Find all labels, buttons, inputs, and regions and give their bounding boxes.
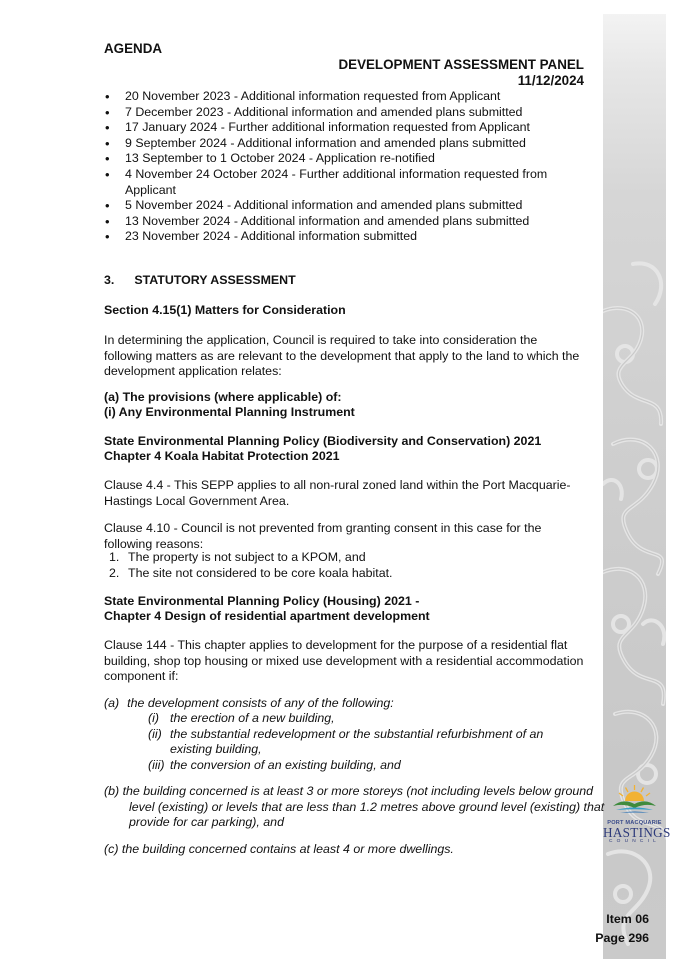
sepp-housing-heading: State Environmental Planning Policy (Housing) 2021 - [104, 594, 420, 608]
section-title: STATUTORY ASSESSMENT [134, 273, 296, 287]
housing-chapter-heading: Chapter 4 Design of residential apartment development [104, 609, 430, 623]
condition-a-label: (a) [104, 696, 120, 710]
clause-4-4: Clause 4.4 - This SEPP applies to all non-rural zoned land within the Port Macquarie-Hastings Local Government Area. [104, 478, 571, 508]
list-item: • 13 November 2024 - Additional information and amended plans submitted [104, 214, 584, 230]
list-number: 2. [109, 565, 120, 580]
clause-144: Clause 144 - This chapter applies to development for the purpose of a residential flat building, shop top housing or mixed use development with a residential accommodation component if: [104, 638, 584, 684]
list-text: the conversion of an existing building, and [170, 757, 401, 772]
page-number: Page 296 [595, 931, 649, 945]
condition-a [104, 696, 584, 712]
logo-text-hastings: HASTINGS [603, 825, 671, 840]
logo-text-port-macquarie: PORT MACQUARIE [607, 820, 662, 826]
clause-4-10: Clause 4.10 - Council is not prevented from granting consent in this case for the following reasons: [104, 521, 542, 551]
section-subheading: Section 4.15(1) Matters for Consideration [104, 303, 346, 317]
timeline-list [104, 89, 584, 245]
list-number: (iii) [148, 757, 165, 772]
list-number: (ii) [148, 726, 162, 741]
panel-title: DEVELOPMENT ASSESSMENT PANEL [338, 57, 584, 72]
intro-paragraph: In determining the application, Council is required to take into consideration the following matters as are relevant to the development that apply to the land to which the development application relates: [104, 333, 580, 379]
section-heading [104, 273, 584, 289]
logo-text-council: COUNCIL [609, 839, 660, 844]
koala-chapter-heading: Chapter 4 Koala Habitat Protection 2021 [104, 449, 340, 463]
list-item [148, 711, 584, 727]
list-item: • 13 September to 1 October 2024 - Application re-notified [104, 151, 584, 167]
list-item [104, 550, 584, 566]
list-text: the erection of a new building, [170, 711, 335, 725]
list-item: • 5 November 2024 - Additional information and amended plans submitted [104, 198, 584, 214]
condition-c: (c) the building concerned contains at least 4 or more dwellings. [104, 842, 454, 856]
list-text: The site not considered to be core koala habitat. [128, 565, 393, 580]
item-number: Item 06 [606, 912, 649, 926]
list-item: • 7 December 2023 - Additional information and amended plans submitted [104, 105, 584, 121]
condition-b: (b) the building concerned is at least 3 or more storeys (not including levels below ground level (existing) or levels that are less than 1.2 metres above ground level (existing) that provide for car parking), and [104, 784, 605, 830]
list-item: • 20 November 2023 - Additional information requested from Applicant [104, 89, 584, 105]
list-text: the substantial redevelopment or the substantial refurbishment of an existing building, [170, 726, 544, 757]
provisions-a: (a) The provisions (where applicable) of: [104, 390, 342, 404]
reasons-list [104, 550, 584, 581]
list-number: 1. [109, 550, 120, 564]
list-text: The property is not subject to a KPOM, and [128, 550, 366, 564]
condition-a-sublist [148, 711, 584, 773]
condition-a-text: the development consists of any of the following: [127, 696, 394, 710]
provisions-i: (i) Any Environmental Planning Instrument [104, 405, 355, 419]
list-item [148, 758, 584, 774]
agenda-heading: AGENDA [104, 41, 163, 56]
list-number: (i) [148, 711, 160, 725]
list-item [148, 727, 584, 758]
list-item: • 17 January 2024 - Further additional information requested from Applicant [104, 120, 584, 136]
meeting-date: 11/12/2024 [517, 73, 584, 88]
section-number: 3. [104, 273, 115, 287]
sepp-biodiversity-heading: State Environmental Planning Policy (Biodiversity and Conservation) 2021 [104, 434, 542, 448]
list-item: • 9 September 2024 - Additional information and amended plans submitted [104, 136, 584, 152]
list-item [104, 566, 584, 582]
list-item: • 4 November 24 October 2024 - Further additional information requested from Applicant [104, 167, 584, 198]
list-item: • 23 November 2024 - Additional information submitted [104, 229, 584, 245]
